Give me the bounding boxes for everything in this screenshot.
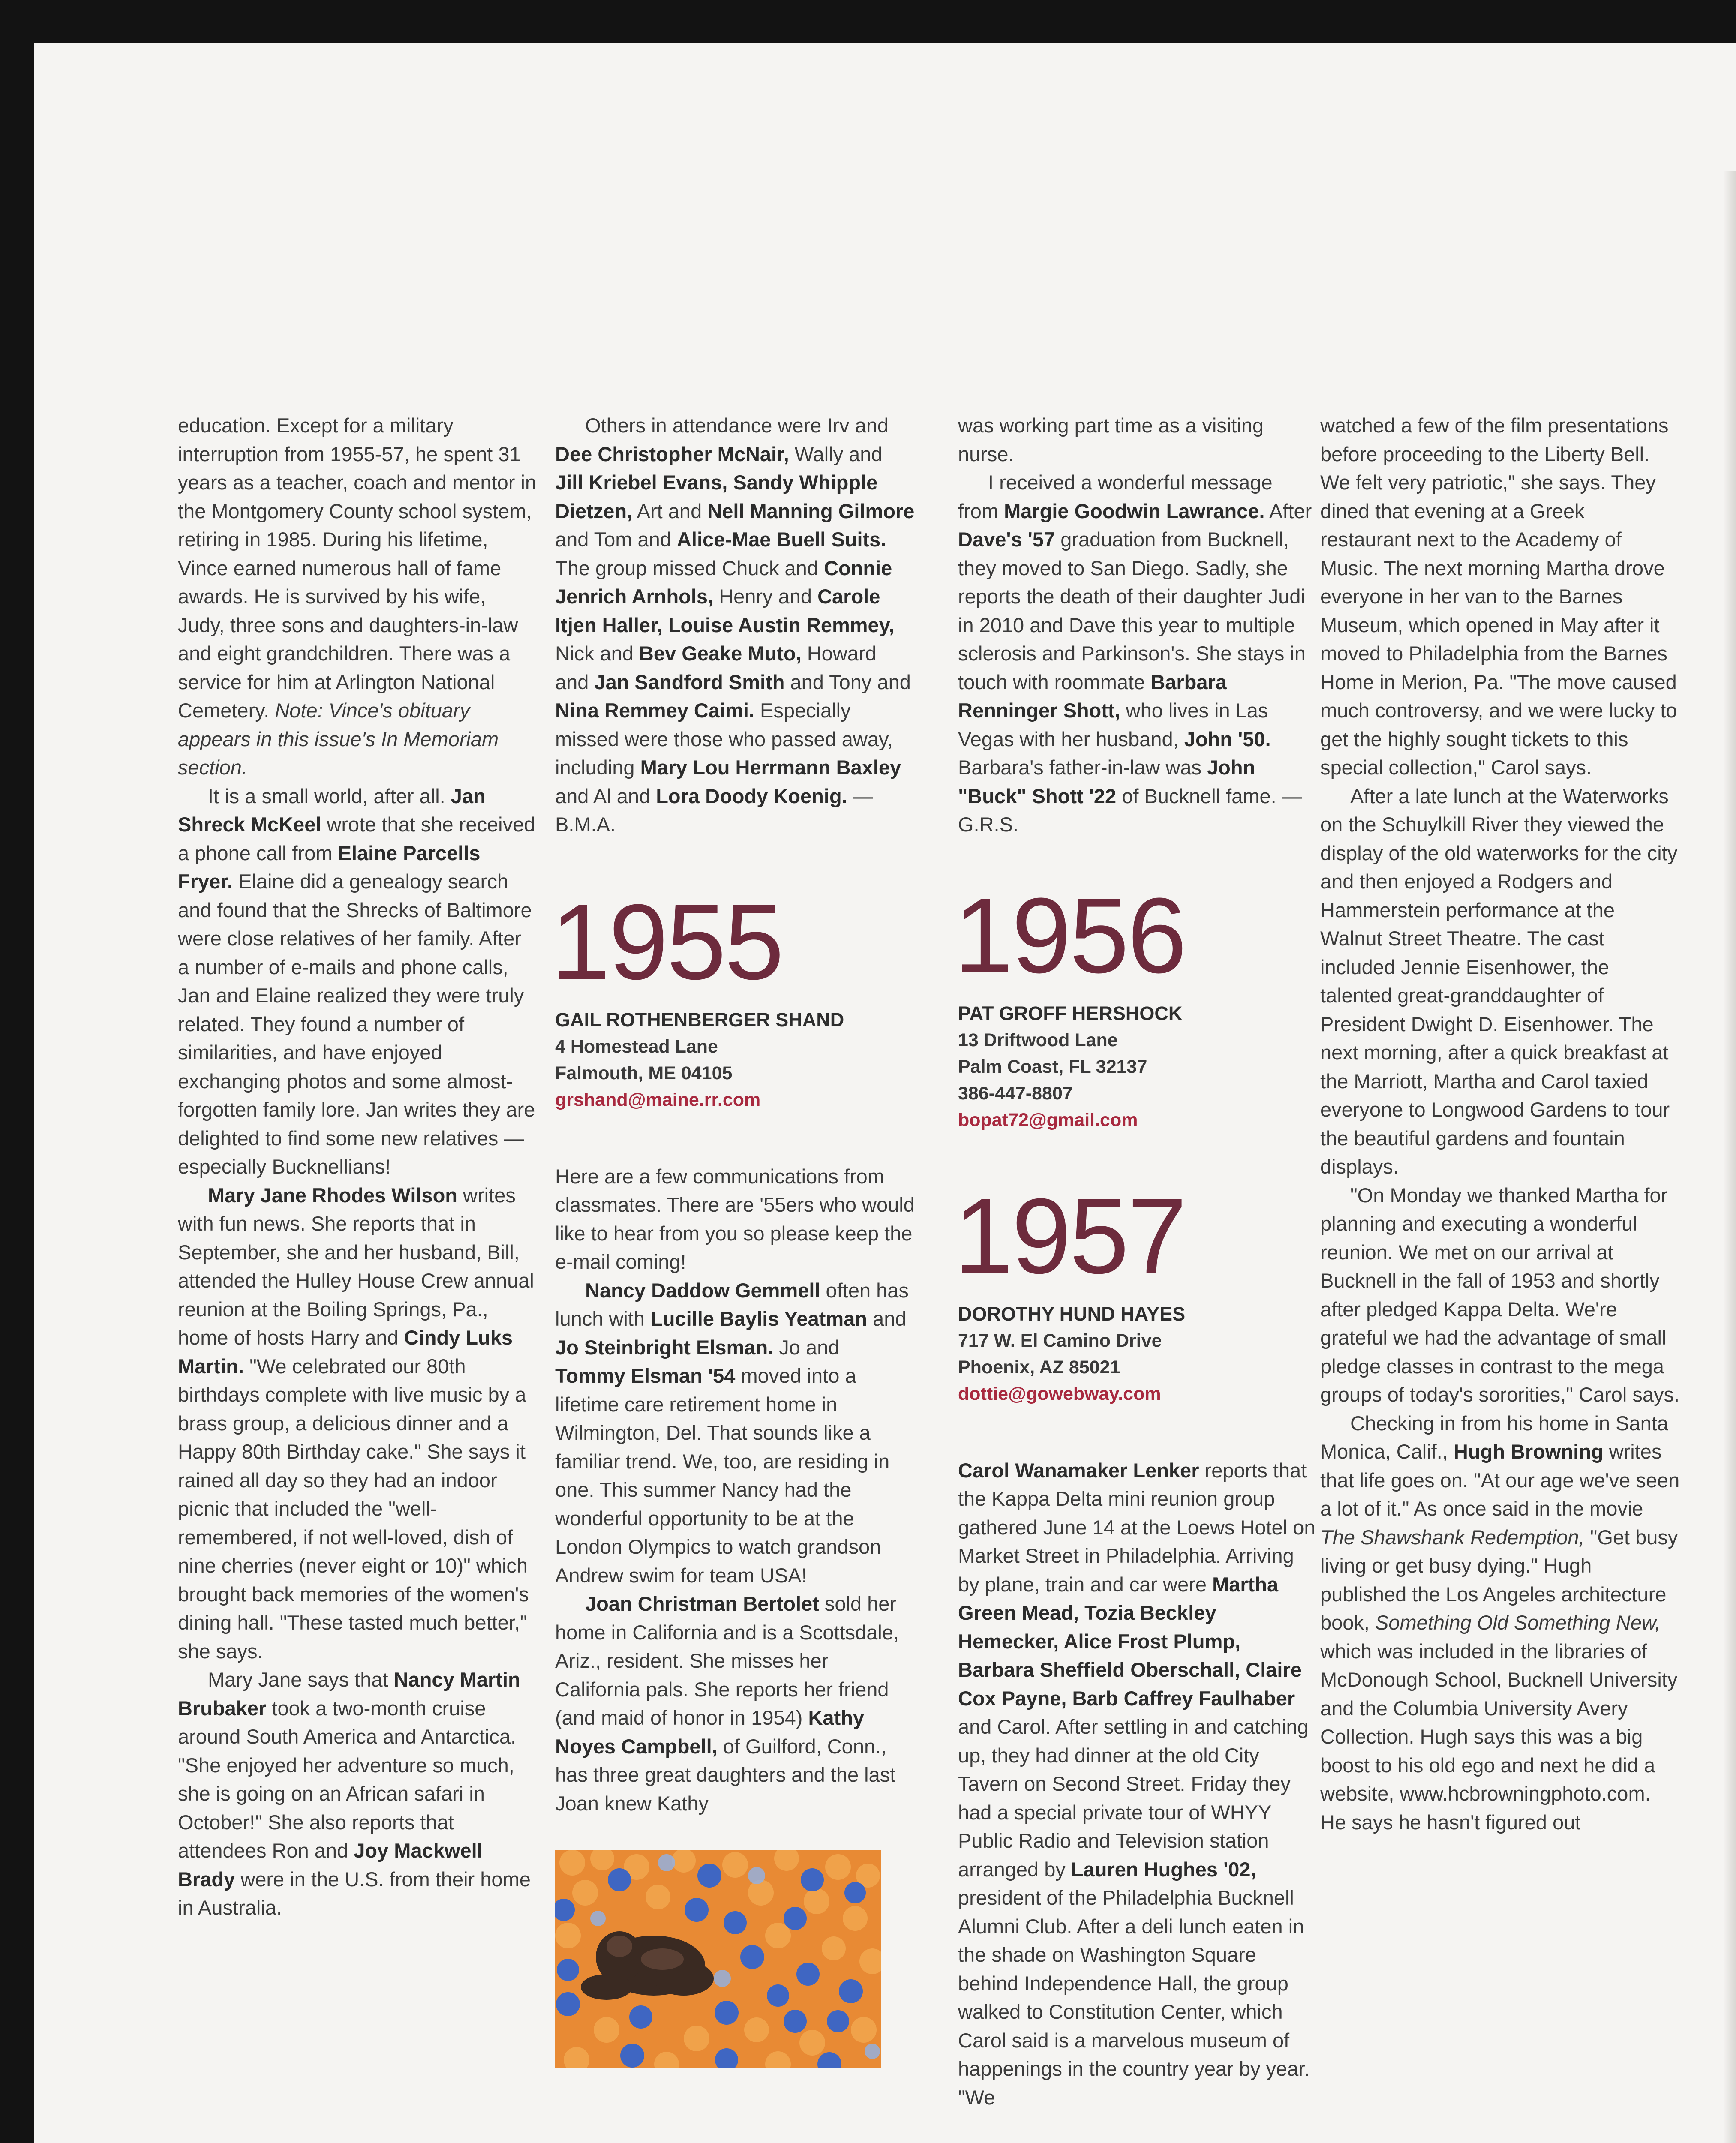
correspondent-email[interactable]: grshand@maine.rr.com [555,1089,761,1110]
paragraph: Others in attendance were Irv and Dee Christopher McNair, Wally and Jill Kriebel Evans, Sandy Whipple Dietzen, Art and Nell Manning Gilmore and Tom and Alice-Mae Buell Suits. The group missed Chuck and Connie Jenrich Arnhols, Henry and Carole Itjen Haller, Louise Austin Remmey, Nick and Bev Geake Muto, Howard and Jan Sandford Smith and Tony and Nina Remmey Caimi. Especially missed were those who passed away, including Mary Lou Herrmann Baxley and Al and Lora Doody Koenig. — B.M.A. [555,414,915,836]
paragraph: Here are a few communications from classmates. There are '55ers who would like to hear from you so please keep the e-mail coming! [555,1165,915,1273]
alumni-name: Cindy Luks Martin. [178,1326,513,1378]
correspondent-city: Phoenix, AZ 85021 [958,1357,1120,1378]
paragraph: Mary Jane says that Nancy Martin Brubaker took a two-month cruise around South America and Antarctica. "She enjoyed her adventure so much, she is going on an African safari in October!" She also reports that attendees Ron and Joy Mackwell Brady were in the U.S. from their home in Australia. [178,1668,531,1919]
ball-pit-image [555,1850,881,2068]
class-year: 1956 [954,875,1186,995]
column-2 [551,411,915,2068]
paragraph: Carol Wanamaker Lenker reports that the Kappa Delta mini reunion group gathered June 14 at the Loews Hotel on Market Street in Philadelphia. Arriving by plane, train and car were Martha Green Mead, Tozia Beckley Hemecker, Alice Frost Plump, Barbara Sheffield Oberschall, Claire Cox Payne, Barb Caffrey Faulhaber and Carol. After settling in and catching up, they had dinner at the old City Tavern on Second Street. Friday they had a special private tour of WHYY Public Radio and Television station arranged by Lauren Hughes '02, president of the Philadelphia Bucknell Alumni Club. After a deli lunch eaten in the shade on Washington Square behind Independence Hall, the group walked to Constitution Center, which Carol said is a marvelous museum of happenings in the country year by year. "We [958,1459,1316,2109]
paragraph: After a late lunch at the Waterworks on the Schuylkill River they viewed the display of the old waterworks for the city and then enjoyed a Rodgers and Hammerstein performance at the Walnut Street Theatre. The cast included Jennie Eisenhower, the talented great-granddaughter of President Dwight D. Eisenhower. The next morning, after a quick breakfast at the Marriott, Martha and Carol taxied everyone to Longwood Gardens to tour the beautiful gardens and fountain displays. [1320,784,1678,1178]
paragraph: Nancy Daddow Gemmell often has lunch with Lucille Baylis Yeatman and Jo Steinbright Elsman. Jo and Tommy Elsman '54 moved into a lifetime care retirement home in Wilmington, Del. That sounds like a familiar trend. We, too, are residing in one. This summer Nancy had the wonderful opportunity to be at the London Olympics to watch grandson Andrew swim for team USA! [555,1279,909,1587]
paragraph: was working part time as a visiting nurse. [958,414,1264,465]
paragraph: Mary Jane Rhodes Wilson writes with fun news. She reports that in September, she and her husband, Bill, attended the Hulley House Crew annual reunion at the Boiling Springs, Pa., home of hosts Harry and Cindy Luks Martin. "We celebrated our 80th birthdays complete with live music by a brass group, a delicious dinner and a Happy 80th Birthday cake." She says it rained all day so they had an indoor picnic that included the "well-remembered, if not well-loved, dish of nine cherries (never eight or 10)" which brought back memories of the women's dining hall. "These tasted much better," she says. [178,1183,534,1663]
alumni-name: Joy Mackwell Brady [178,1839,483,1891]
correspondent-phone: 386-447-8807 [958,1083,1073,1104]
correspondent-address: 717 W. El Camino Drive [958,1330,1162,1351]
correspondent-address: 13 Driftwood Lane [958,1029,1118,1050]
correspondent-address: 4 Homestead Lane [555,1036,718,1057]
column-3 [954,411,1318,2112]
correspondent-city: Falmouth, ME 04105 [555,1062,733,1084]
class-correspondent: PAT GROFF HERSHOCK [958,1002,1183,1024]
alumni-name: Jan Shreck McKeel [178,784,486,836]
alumni-name: Mary Jane Rhodes Wilson [208,1183,457,1207]
ball-pit-photo [555,1850,881,2068]
correspondent-email[interactable]: dottie@gowebway.com [958,1383,1161,1404]
magazine-page [34,43,1736,2143]
class-year: 1955 [551,882,783,1002]
paragraph: Checking in from his home in Santa Monica, Calif., Hugh Browning writes that life goes on. "At our age we've seen a lot of it." As once said in the movie The Shawshank Redemption, "Get busy living or get busy dying." Hugh published the Los Angeles architecture book, Something Old Something New, which was included in the libraries of McDonough School, Bucknell University and the Columbia University Avery Collection. Hugh says this was a big boost to his old ego and next he did a website, www.hcbrowningphoto.com. He says he hasn't figured out [1320,1411,1680,1834]
alumni-name: Nancy Martin Brubaker [178,1668,520,1720]
class-1957-header [954,1176,1318,1407]
column-1 [178,411,538,1922]
paragraph: "On Monday we thanked Martha for planning and executing a wonderful reunion. We met on our arrival at Bucknell in the fall of 1953 and shortly after pledged Kappa Delta. We're grateful we had the advantage of small pledge classes in contrast to the mega groups of today's sororities," Carol says. [1320,1183,1680,1406]
paragraph: watched a few of the film presentations before proceeding to the Liberty Bell. We felt very patriotic," she says. They dined that evening at a Greek restaurant next to the Academy of Music. The next morning Martha drove everyone in her van to the Barnes Museum, which opened in May after it moved to Philadelphia from the Barnes Home in Merion, Pa. "The move caused much controversy, and we were lucky to get the highly sought tickets to this special collection," Carol says. [1320,414,1677,779]
class-correspondent: DOROTHY HUND HAYES [958,1303,1186,1325]
correspondent-email[interactable]: bopat72@gmail.com [958,1109,1138,1130]
paragraph: Joan Christman Bertolet sold her home in California and is a Scottsdale, Ariz., resident. She misses her California pals. She reports her friend (and maid of honor in 1954) Kathy Noyes Campbell, of Guilford, Conn., has three great daughters and the last Joan knew Kathy [555,1592,899,1815]
paragraph: education. Except for a military interruption from 1955-57, he spent 31 years as a teacher, coach and mentor in the Montgomery County school system, retiring in 1985. During his lifetime, Vince earned numerous hall of fame awards. He is survived by his wife, Judy, three sons and daughters-in-law and eight grandchildren. There was a service for him at Arlington National Cemetery. Note: Vince's obituary appears in this issue's In Memoriam section. [178,414,537,779]
column-4 [1320,411,1680,1837]
class-1955-header [551,882,915,1113]
alumni-name: Elaine Parcells Fryer. [178,841,481,893]
paragraph: I received a wonderful message from Margie Goodwin Lawrance. After Dave's '57 graduation from Bucknell, they moved to San Diego. Sadly, she reports the death of their daughter Judi in 2010 and Dave this year to multiple sclerosis and Parkinson's. She stays in touch with roommate Barbara Renninger Shott, who lives in Las Vegas with her husband, John '50. Barbara's father-in-law was John "Buck" Shott '22 of Bucknell fame. — G.R.S. [958,471,1312,836]
paragraph: It is a small world, after all. Jan Shreck McKeel wrote that she received a phone call from Elaine Parcells Fryer. Elaine did a genealogy search and found that the Shrecks of Baltimore were close relatives of her family. After a number of e-mails and phone calls, Jan and Elaine realized they were truly related. They found a number of similarities, and have enjoyed exchanging photos and some almost-forgotten family lore. Jan writes they are delighted to find some new relatives — especially Bucknellians! [178,784,535,1178]
page-gutter-shadow [1723,171,1736,2143]
class-correspondent: GAIL ROTHENBERGER SHAND [555,1008,844,1031]
class-1956-header [954,875,1318,1133]
class-year: 1957 [954,1176,1186,1296]
correspondent-city: Palm Coast, FL 32137 [958,1056,1147,1077]
